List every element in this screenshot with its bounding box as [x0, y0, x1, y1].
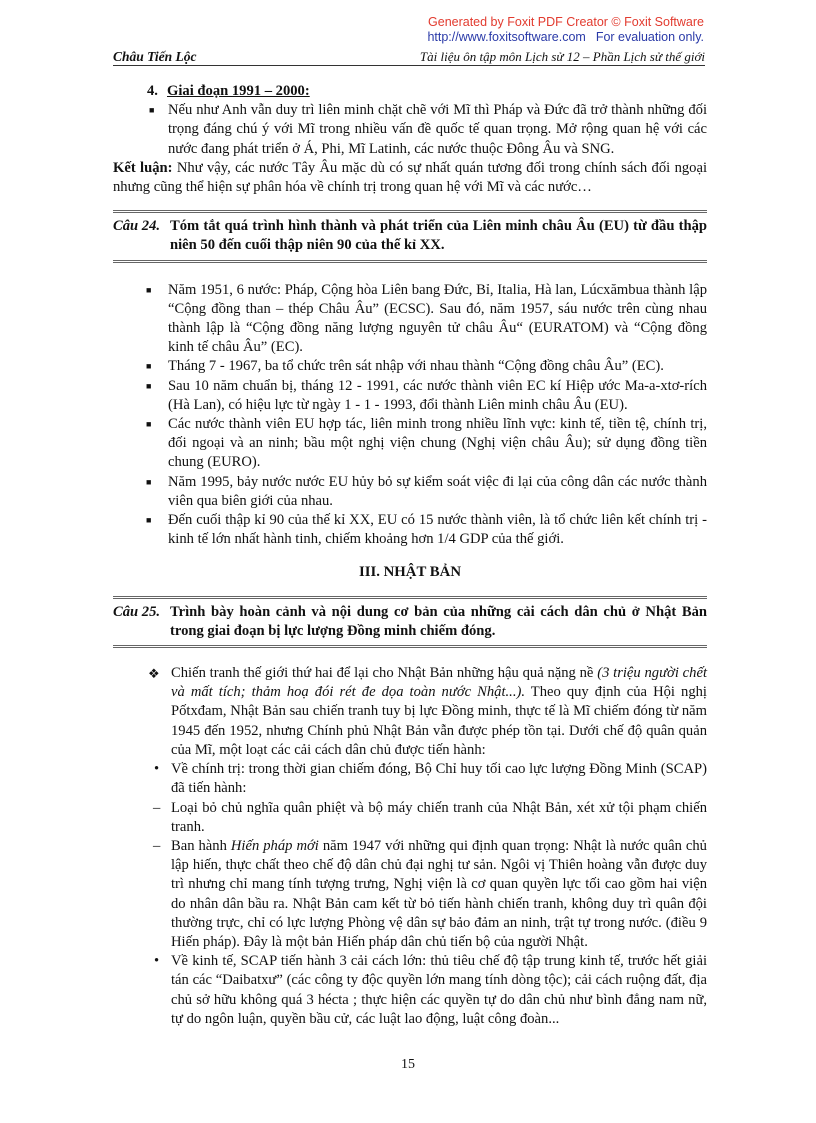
question-25-box [113, 596, 707, 648]
section-number: 4. [147, 83, 158, 99]
list-item [113, 799, 707, 837]
watermark-url[interactable]: http://www.foxitsoftware.com [427, 30, 586, 44]
dot-bullet-icon: • [154, 761, 160, 778]
list-item [113, 281, 707, 358]
list-item [113, 473, 707, 511]
economy-text: Về kinh tế, SCAP tiến hành 3 cải cách lớn: thủ tiêu chế độ tập trung kinh tế, trước hết giải tán các “Daibatxư” (các công ty độc quyền lớn mang tính dòng tộc); cải cách ruộng đất, địa chủ sở hữu không quá 3 hécta ; thực hiện các quyền tự do dân chủ như bình đẳng nam nữ, tự do ngôn luận, quyền bầu cử, các luật lao động, luật công đoàn... [171, 953, 707, 1027]
list-item-text: Năm 1951, 6 nước: Pháp, Cộng hòa Liên bang Đức, Bỉ, Italia, Hà lan, Lúcxămbua thành lập “Cộng đồng than – thép Châu Âu” (ECSC). Sau đó, năm 1957, sáu nước trên cùng nhau thành lập là “Cộng đồng năng lượng nguyên tử châu Âu“ (EURATOM) và “Cộng đồng kinh tế châu Âu” (EC). [168, 281, 707, 356]
watermark-line1: Generated by Foxit PDF Creator © Foxit Software [428, 15, 704, 29]
list-item [113, 952, 707, 1029]
intro-text-italic: (3 triệu người chết và mất tích; thảm hoạ đói rét đe dọa toàn nước Nhật...). [171, 665, 707, 701]
question-label: Câu 25. [113, 603, 161, 620]
square-bullet-icon: ■ [149, 105, 155, 116]
dash1-text: Loại bỏ chủ nghĩa quân phiệt và bộ máy chiến tranh của Nhật Bản, xét xử tội phạm chiến tranh. [171, 799, 707, 835]
list-item [113, 377, 707, 415]
dash2-text-b: năm 1947 với những qui định quan trọng: Nhật là nước quân chủ lập hiến, thực chất theo chế độ dân chủ đại nghị tư sản. Ngôi vị Thiên hoàng vẫn được duy trì nhưng chỉ mang tính tượng trưng, Nghị viện là cơ quan quyền lực tối cao gồm hai viện do nhân dân bầu ra. Nhật Bản cam kết từ bỏ tiến hành chiến tranh, không duy trì quân đội thường trực, chỉ có lực lượng Phòng vệ dân sự bảo đảm an ninh, trật tự trong nước. (điều 9 Hiến pháp). Đây là một bản Hiến pháp dân chủ tiến bộ của người Nhật. [171, 837, 707, 950]
square-bullet-icon: ■ [146, 515, 152, 526]
list-item-text: Đến cuối thập kỉ 90 của thế kỉ XX, EU có 15 nước thành viên, là tổ chức liên kết chính trị - kinh tế lớn nhất hành tinh, chiếm khoảng hơn 1/4 GDP của thế giới. [168, 512, 707, 548]
square-bullet-icon: ■ [146, 476, 152, 487]
conclusion-text: Như vậy, các nước Tây Âu mặc dù có sự nhất quán tương đối trong chính sách đối ngoại nhưng cũng thể hiện sự phân hóa về chính trị trong quan hệ với Mĩ và các nước… [113, 159, 707, 196]
square-bullet-icon: ■ [146, 284, 152, 295]
question-text: Trình bày hoàn cảnh và nội dung cơ bản của những cải cách dân chủ ở Nhật Bản trong giai đoạn bị lực lượng Đồng minh chiếm đóng. [170, 603, 707, 639]
list-item [113, 760, 707, 798]
dash-bullet-icon: – [153, 799, 161, 816]
question-label: Câu 24. [113, 218, 161, 235]
conclusion-paragraph [113, 159, 707, 197]
dash2-text-a: Ban hành [171, 837, 231, 854]
list-item-text: Năm 1995, bảy nước nước EU hủy bỏ sự kiểm soát việc đi lại của công dân các nước thành viên qua biên giới của nhau. [168, 473, 707, 509]
q24-answer-list [113, 281, 707, 550]
list-item-text: Sau 10 năm chuẩn bị, tháng 12 - 1991, các nước thành viên EC kí Hiệp ước Ma-a-xtơ-rích (Hà Lan), có hiệu lực từ ngày 1 - 1 - 1993, đổi thành Liên minh châu Âu (EU). [168, 377, 707, 413]
watermark-line2 [427, 30, 704, 45]
list-item-text: Nếu như Anh vẫn duy trì liên minh chặt chẽ với Mĩ thì Pháp và Đức đã trở thành những đối trọng đáng chú ý với Mĩ trong nhiều vấn đề quốc tế quan trọng. Mở rộng quan hệ với các nước đang phát triển ở Á, Phi, Mĩ Latinh, các nước thuộc Đông Âu và SNG. [168, 102, 707, 157]
intro-text-a: Chiến tranh thế giới thứ hai để lại cho Nhật Bản những hậu quả nặng nề [171, 665, 598, 682]
dash2-text-italic: Hiến pháp mới [230, 837, 319, 854]
square-bullet-icon: ■ [146, 419, 152, 430]
page-header [113, 48, 705, 66]
question-24-box [113, 210, 707, 262]
square-bullet-icon: ■ [146, 361, 152, 372]
list-item [113, 511, 707, 549]
list-item-text: Tháng 7 - 1967, ba tổ chức trên sát nhập với nhau thành “Cộng đồng châu Âu” (EC). [168, 358, 664, 375]
list-item [113, 101, 707, 159]
square-bullet-icon: ■ [146, 380, 152, 391]
page-number: 15 [401, 1057, 415, 1072]
section-title: Giai đoạn 1991 – 2000: [167, 83, 310, 99]
watermark-note: For evaluation only. [595, 30, 704, 44]
dot-bullet-icon: • [154, 953, 160, 970]
list-item [113, 664, 707, 760]
diamond-bullet-icon: ❖ [148, 666, 160, 682]
header-doc-title: Tài liệu ôn tập môn Lịch sử 12 – Phần Lịch sử thế giới [419, 49, 705, 64]
page-content [113, 82, 707, 1029]
conclusion-label: Kết luận: [113, 159, 173, 176]
list-item [113, 357, 707, 376]
section-heading [147, 82, 707, 101]
foxit-watermark [427, 15, 704, 45]
question-text: Tóm tắt quá trình hình thành và phát triển của Liên minh châu Âu (EU) từ đầu thập niên 50 đến cuối thập niên 90 của thế kỉ XX. [170, 218, 707, 254]
list-item [113, 415, 707, 473]
intro-text-b: Theo quy định của Hội nghị Pốtxđam, Nhật Bản sau chiến tranh tuy bị lực Đồng minh, thực tế là Mĩ chiếm đóng từ năm 1945 đến 1952, nhưng Chính phủ Nhật Bản vẫn được phép tồn tại. Dưới chế độ quân quản của Mĩ, một loạt các cải cách dân chủ được tiến hành: [171, 684, 707, 758]
dash-bullet-icon: – [153, 837, 161, 854]
list-item-text: Các nước thành viên EU hợp tác, liên minh trong nhiều lĩnh vực: kinh tế, tiền tệ, chính trị, đối ngoại và an ninh; bầu một nghị viện chung (Nghị viện châu Âu); sử dụng đồng tiền chung (EURO). [168, 416, 707, 471]
part-title: III. NHẬT BẢN [358, 564, 462, 581]
politics-text: Về chính trị: trong thời gian chiếm đóng, Bộ Chỉ huy tối cao lực lượng Đồng Minh (SCAP) đã tiến hành: [171, 761, 707, 797]
q25-answer-list [113, 664, 707, 1029]
header-author: Châu Tiến Lộc [113, 49, 197, 64]
list-item [113, 837, 707, 952]
